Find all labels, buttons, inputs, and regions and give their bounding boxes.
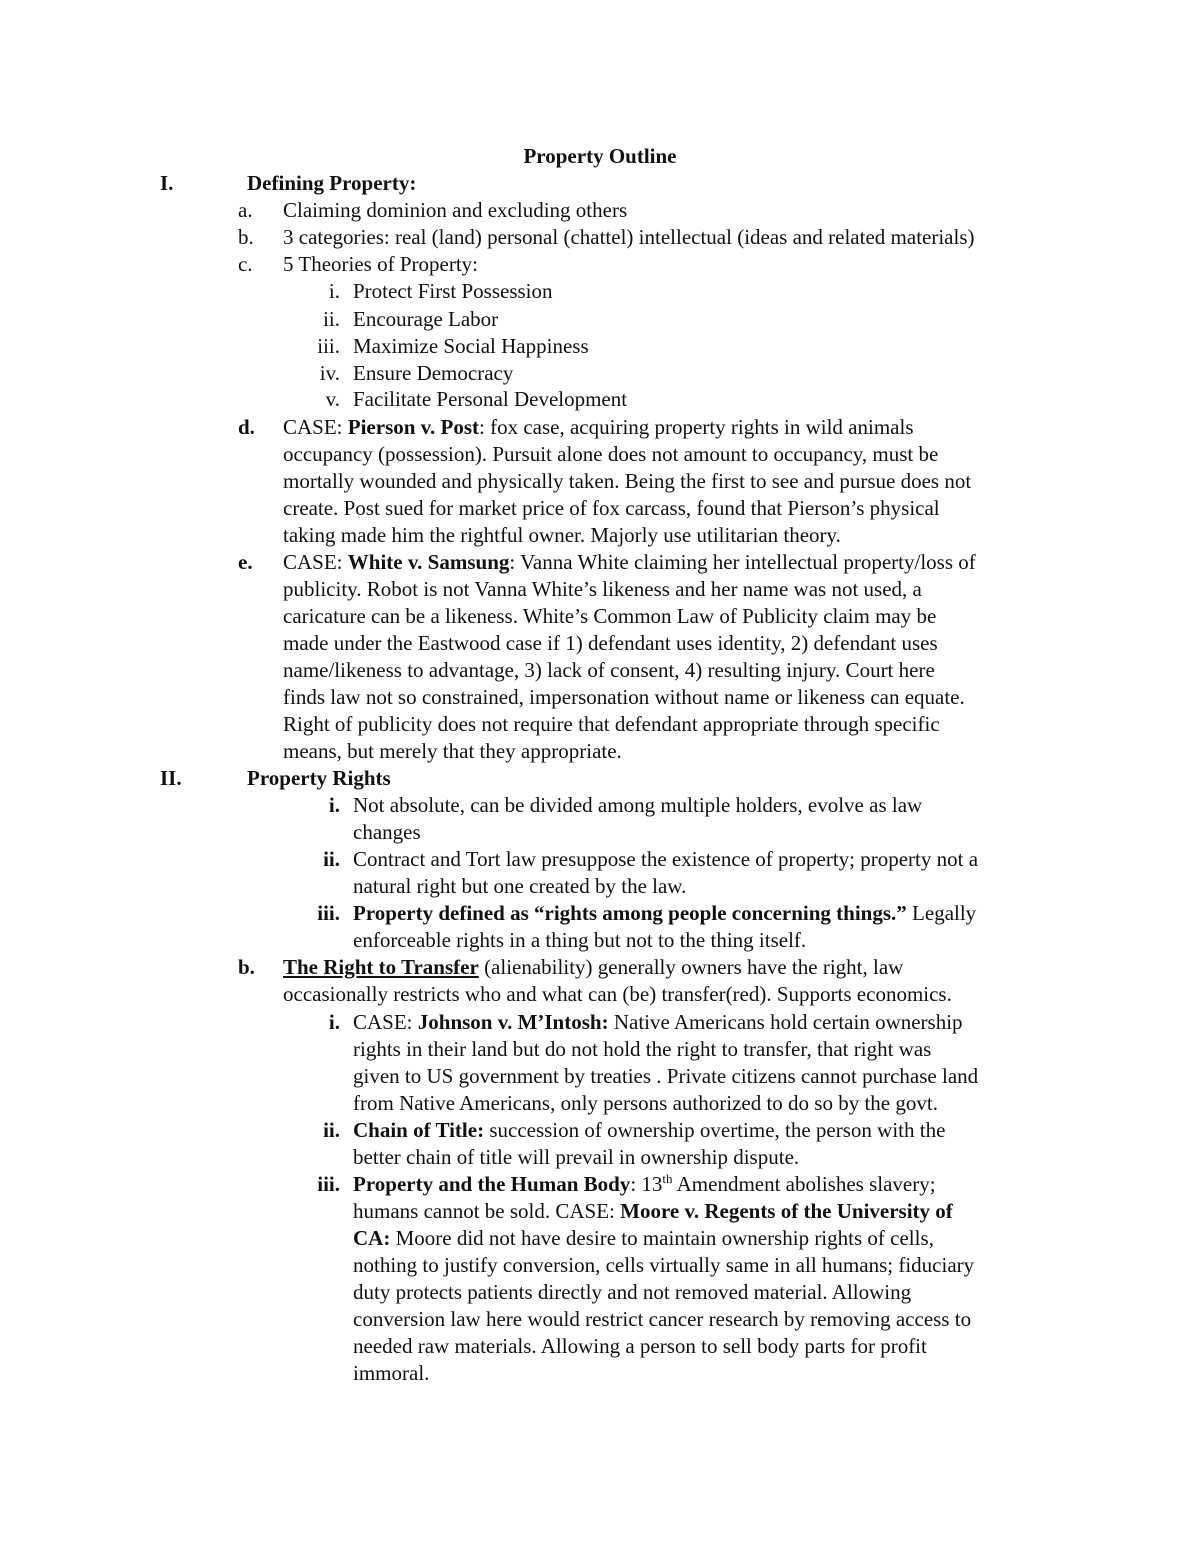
case-text: publicity. Robot is not Vanna White’s likeness and her name was not used, a xyxy=(283,577,922,601)
item-marker: i. xyxy=(328,1010,340,1034)
item-text: Facilitate Personal Development xyxy=(353,387,628,411)
case-line xyxy=(283,414,1083,441)
item-text xyxy=(283,954,1083,981)
case-text: rights in their land but do not hold the right to transfer, that right was xyxy=(353,1037,932,1061)
case-text: means, but merely that they appropriate. xyxy=(283,739,622,763)
definition-bold: Property defined as “rights among people concerning things.” xyxy=(353,901,907,925)
item-marker: d. xyxy=(238,415,255,439)
case-text: name/likeness to advantage, 3) lack of consent, 4) resulting injury. Court here xyxy=(283,658,935,682)
case-text: create. Post sued for market price of fox carcass, found that Pierson’s physical xyxy=(283,496,940,520)
item-marker: i. xyxy=(328,279,340,303)
term-text: better chain of title will prevail in ownership dispute. xyxy=(353,1145,800,1169)
case-text: mortally wounded and physically taken. Being the first to see and pursue does not xyxy=(283,469,972,493)
item-marker: c. xyxy=(238,252,253,276)
item-text: 5 Theories of Property: xyxy=(283,252,478,276)
case-text: from Native Americans, only persons authorized to do so by the govt. xyxy=(353,1091,938,1115)
page-title: Property Outline xyxy=(523,144,677,168)
case-text: given to US government by treaties . Private citizens cannot purchase land xyxy=(353,1064,979,1088)
case-text: needed raw materials. Allowing a person to sell body parts for profit xyxy=(353,1334,927,1358)
item-marker: i. xyxy=(328,793,340,817)
case-text: Native Americans hold certain ownership xyxy=(608,1010,963,1034)
item-marker: iv. xyxy=(319,361,340,385)
case-text: Right of publicity does not require that defendant appropriate through specific xyxy=(283,712,940,736)
item-marker: v. xyxy=(325,387,340,411)
case-text: occupancy (possession). Pursuit alone does not amount to occupancy, must be xyxy=(283,442,939,466)
case-name: White v. Samsung xyxy=(347,550,510,574)
item-marker: iii. xyxy=(317,1172,340,1196)
term-text: Amendment abolishes slavery; xyxy=(672,1172,936,1196)
case-text: taking made him the rightful owner. Majorly use utilitarian theory. xyxy=(283,523,841,547)
section-marker: I. xyxy=(160,171,174,195)
case-text: : fox case, acquiring property rights in wild animals xyxy=(479,415,914,439)
item-text: Claiming dominion and excluding others xyxy=(283,198,628,222)
item-marker: iii. xyxy=(317,334,340,358)
section-heading: Defining Property: xyxy=(247,171,417,195)
section-heading: Property Rights xyxy=(247,766,391,790)
item-text: Protect First Possession xyxy=(353,279,553,303)
item-text: Contract and Tort law presuppose the existence of property; property not a xyxy=(353,847,979,871)
item-text: natural right but one created by the law. xyxy=(353,874,687,898)
case-line xyxy=(353,1198,1083,1225)
item-text xyxy=(353,900,1083,927)
item-marker: ii. xyxy=(323,307,340,331)
case-text: finds law not so constrained, impersonation without name or likeness can equate. xyxy=(283,685,965,709)
case-text: duty protects patients directly and not removed material. Allowing xyxy=(353,1280,912,1304)
term-heading: Property and the Human Body xyxy=(353,1172,631,1196)
item-text: occasionally restricts who and what can (be) transfer(red). Supports economics. xyxy=(283,982,952,1006)
definition-rest: Legally xyxy=(906,901,977,925)
term-text: succession of ownership overtime, the person with the xyxy=(484,1118,946,1142)
case-prefix: CASE: xyxy=(283,550,348,574)
item-marker: ii. xyxy=(323,847,340,871)
case-text: nothing to justify conversion, cells virtually same in all humans; fiduciary xyxy=(353,1253,975,1277)
item-marker: ii. xyxy=(323,1118,340,1142)
item-text: Encourage Labor xyxy=(353,307,499,331)
term-heading: Chain of Title: xyxy=(353,1118,485,1142)
case-name: CA: xyxy=(353,1226,391,1250)
case-text: caricature can be a likeness. White’s Common Law of Publicity claim may be xyxy=(283,604,937,628)
subsection-heading: The Right to Transfer xyxy=(283,955,479,979)
item-text: enforceable rights in a thing but not to the thing itself. xyxy=(353,928,807,952)
item-text xyxy=(353,1171,1083,1198)
item-text: 3 categories: real (land) personal (chattel) intellectual (ideas and related materials) xyxy=(283,225,975,249)
case-prefix: CASE: xyxy=(353,1010,418,1034)
case-line xyxy=(283,549,1083,576)
case-name: Pierson v. Post xyxy=(347,415,480,439)
case-prefix: CASE: xyxy=(283,415,348,439)
case-text: conversion law here would restrict cancer research by removing access to xyxy=(353,1307,972,1331)
item-text: Maximize Social Happiness xyxy=(353,334,589,358)
superscript: th xyxy=(662,1171,673,1186)
item-text: changes xyxy=(353,820,421,844)
case-name: Johnson v. M’Intosh: xyxy=(417,1010,609,1034)
item-marker: e. xyxy=(238,550,253,574)
case-line xyxy=(353,1009,1083,1036)
item-text: Not absolute, can be divided among multiple holders, evolve as law xyxy=(353,793,923,817)
case-text: immoral. xyxy=(353,1361,430,1385)
item-text: Ensure Democracy xyxy=(353,361,514,385)
case-name: Moore v. Regents of the University of xyxy=(620,1199,953,1223)
case-prefix: humans cannot be sold. CASE: xyxy=(353,1199,621,1223)
case-text: Moore did not have desire to maintain ownership rights of cells, xyxy=(390,1226,934,1250)
item-text xyxy=(353,1117,1083,1144)
item-marker: a. xyxy=(238,198,253,222)
case-line xyxy=(353,1225,1083,1252)
case-text: : Vanna White claiming her intellectual property/loss of xyxy=(509,550,976,574)
item-marker: iii. xyxy=(317,901,340,925)
section-marker: II. xyxy=(160,766,182,790)
item-marker: b. xyxy=(238,955,255,979)
item-marker: b. xyxy=(238,225,254,249)
subsection-rest: (alienability) generally owners have the right, law xyxy=(478,955,904,979)
term-text: : 13 xyxy=(630,1172,663,1196)
case-text: made under the Eastwood case if 1) defendant uses identity, 2) defendant uses xyxy=(283,631,938,655)
